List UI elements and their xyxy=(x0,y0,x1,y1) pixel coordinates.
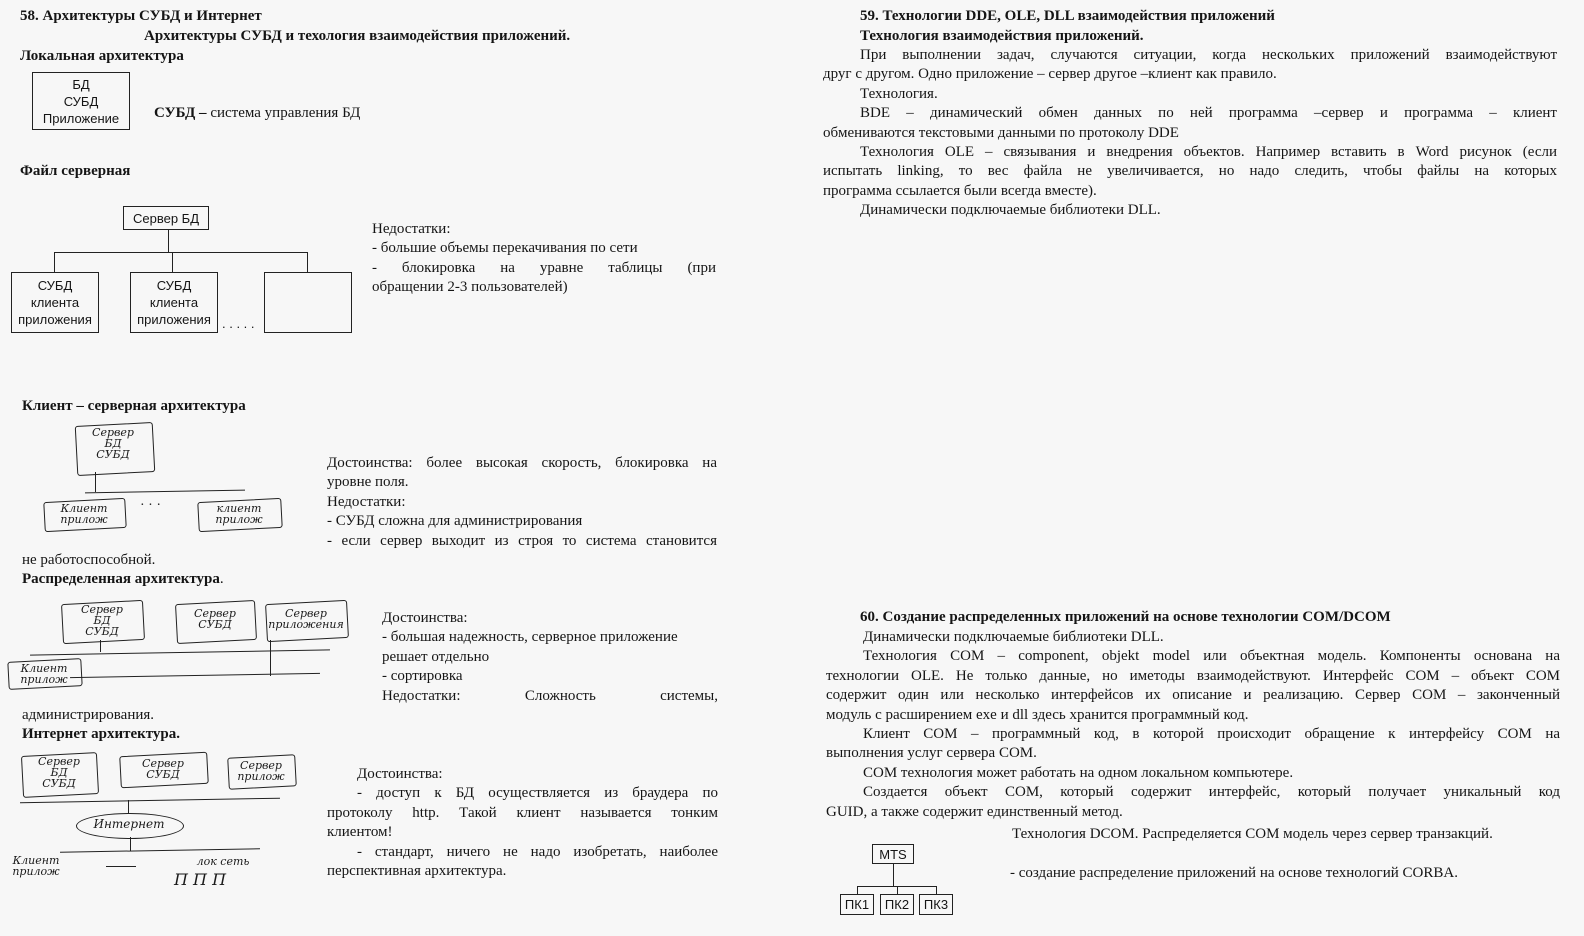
body-line: испытать linking, то вес файла не увеличивается, но надо следить, чтобы файлы на которых xyxy=(823,163,1557,180)
hand-label xyxy=(268,608,344,630)
hand-label xyxy=(80,427,146,460)
sketch-line xyxy=(30,649,330,655)
sketch-line xyxy=(106,866,136,867)
distributed-heading xyxy=(22,570,224,589)
section-58-subtitle: Архитектуры СУБД и техология взаимодействия приложений. xyxy=(144,28,571,44)
body-line: Технология COM – component, objekt model или объектная модель. Компоненты основана на xyxy=(863,648,1560,665)
hand-word: Сервер xyxy=(38,755,80,768)
section-60-body xyxy=(826,628,1560,822)
hand-word: Клиент xyxy=(60,502,108,515)
hand-word: Клиент xyxy=(12,854,60,867)
note-line: обращении 2-3 пользователей) xyxy=(372,279,568,296)
distributed-heading-text: Распределенная архитектура xyxy=(22,571,220,587)
client-box-line: клиента xyxy=(149,295,199,310)
body-line: Динамически подключаемые библиотеки DLL. xyxy=(860,202,1161,219)
client-box-line: приложения xyxy=(18,312,92,327)
note-line: - большие объемы перекачивания по сети xyxy=(372,240,638,257)
client-server-heading: Клиент – серверная архитектура xyxy=(22,398,246,414)
note-line: уровне поля. xyxy=(327,474,409,491)
hand-word: БД xyxy=(93,614,111,627)
pc-box: ПК2 xyxy=(880,894,914,915)
hand-label xyxy=(122,758,204,780)
hand-word: прилож xyxy=(215,513,263,526)
connector-line xyxy=(54,252,308,253)
section-58-title: 58. Архитектуры СУБД и Интернет xyxy=(20,8,262,24)
section-59-title: 59. Технологии DDE, OLE, DLL взаимодействия приложений xyxy=(860,8,1275,24)
section-60-title: 60. Создание распределенных приложений на основе технологии COM/DCOM xyxy=(860,609,1391,625)
connector-line xyxy=(893,864,894,886)
body-line: содержит один или несколько интерфейсов их описание и реализацию. Сервер COM – законченный xyxy=(826,687,1560,704)
internet-notes xyxy=(327,765,718,881)
local-db-box xyxy=(32,72,130,130)
client-server-notes xyxy=(327,454,717,551)
hand-word: Сервер xyxy=(194,607,236,620)
sketch-line xyxy=(128,800,129,814)
distributed-tail: администрирования. xyxy=(22,707,155,723)
hand-word: СУБД xyxy=(85,625,119,638)
local-box-line: БД xyxy=(72,77,90,92)
note-line: - если сервер выходит из строя то система становится xyxy=(327,532,717,549)
hand-word: Сервер xyxy=(142,757,184,770)
body-line: технологии OLE. Не только данные, но иметоды взаимодействуют. Интерфейс COM – объект COM xyxy=(826,667,1560,684)
hand-word: приложения xyxy=(268,618,344,631)
dbms-definition xyxy=(154,104,360,123)
connector-line xyxy=(172,252,173,272)
client-server-tail: не работоспособной. xyxy=(22,552,156,568)
note-line: Недостатки: xyxy=(327,493,406,510)
hand-word: прилож xyxy=(237,770,285,783)
client-dbms-box xyxy=(11,272,99,333)
hand-internet-label: Интернет xyxy=(93,817,165,831)
local-architecture-heading: Локальная архитектура xyxy=(20,48,184,64)
hand-label xyxy=(178,608,252,630)
body-line: модуль с расширением exe и dll здесь хранится программный код. xyxy=(826,706,1249,723)
note-line: Достоинства: xyxy=(382,610,468,626)
hand-pcs: П П П xyxy=(173,870,227,889)
empty-client-box xyxy=(264,272,352,333)
note-line: перспективная архитектура. xyxy=(327,863,507,880)
note-line: клиентом! xyxy=(327,824,393,841)
body-line: друг с другом. Одно приложение – сервер другое –клиент как правило. xyxy=(823,66,1277,83)
note-line: Достоинства: более высокая скорость, блокировка на xyxy=(327,455,717,471)
hand-word: Сервер xyxy=(92,426,134,439)
hand-word: Клиент xyxy=(20,662,68,675)
pc-box: ПК1 xyxy=(840,894,874,915)
corba-line: - создание распределение приложений на основе технологий CORBA. xyxy=(1010,865,1458,881)
body-line: При выполнении задач, случаются ситуации, когда нескольких приложений взаимодействуют xyxy=(860,47,1557,63)
hand-word: СУБД xyxy=(96,448,130,461)
connector-line xyxy=(307,252,308,272)
client-box-line: СУБД xyxy=(156,278,192,293)
body-line: Технология. xyxy=(860,85,938,102)
hand-label xyxy=(230,760,292,782)
sketch-line xyxy=(270,640,271,676)
sketch-line xyxy=(70,673,320,678)
client-box-line: клиента xyxy=(30,295,80,310)
connector-line xyxy=(54,252,55,272)
dcom-line: Технология DCOM. Распределяется COM модель через сервер транзакций. xyxy=(1012,826,1493,842)
hand-label xyxy=(10,663,78,685)
client-dbms-box xyxy=(130,272,218,333)
client-box-line: СУБД xyxy=(37,278,73,293)
hand-label xyxy=(200,503,278,525)
local-box-line: Приложение xyxy=(42,111,120,126)
hand-word: СУБД xyxy=(198,618,232,631)
sketch-line xyxy=(20,798,280,804)
note-line: - блокировка на уравне таблицы (при xyxy=(372,259,716,276)
note-line: - доступ к БД осуществляется из браудера по xyxy=(357,785,718,802)
body-line: Создается объект COM, который содержит интерфейс, который получает уникальный код xyxy=(863,784,1560,801)
section-59-body xyxy=(823,46,1557,221)
body-line: выполнения услуг сервера COM. xyxy=(826,745,1037,762)
file-server-notes xyxy=(372,220,716,298)
hand-label xyxy=(46,503,122,525)
sketch-line xyxy=(85,490,245,494)
distributed-notes xyxy=(382,609,718,706)
distributed-heading-dot: . xyxy=(219,571,224,587)
connector-line xyxy=(857,886,858,894)
sketch-line xyxy=(95,472,96,492)
hand-label xyxy=(64,604,140,637)
body-line: COM технология может работать на одном локальном компьютере. xyxy=(863,764,1294,781)
client-box-line: приложения xyxy=(137,312,211,327)
file-server-heading: Файл серверная xyxy=(20,163,131,179)
body-line: GUID, а также содержит единственный метод. xyxy=(826,803,1123,820)
connector-line xyxy=(168,230,169,252)
note-line: - стандарт, ничего не надо изобретать, наиболее xyxy=(357,843,718,860)
internet-heading: Интернет архитектура. xyxy=(22,726,181,742)
note-line: Недостатки: xyxy=(372,221,451,237)
hand-dots: · · · xyxy=(140,498,161,513)
pc-box: ПК3 xyxy=(919,894,953,915)
section-59-subtitle: Технология взаимодействия приложений. xyxy=(860,28,1144,44)
connector-line xyxy=(897,886,898,894)
hand-word: СУБД xyxy=(42,777,76,790)
hand-word: БД xyxy=(50,766,68,779)
dbms-term: СУБД – xyxy=(154,105,207,121)
sketch-line xyxy=(100,640,101,652)
connector-line xyxy=(936,886,937,894)
hand-word: прилож xyxy=(12,865,60,878)
mts-box: MTS xyxy=(872,844,914,864)
more-clients-dots: . . . . . xyxy=(222,316,255,331)
note-line: - большая надежность, серверное приложение xyxy=(382,629,678,646)
hand-label xyxy=(24,756,94,789)
sketch-line xyxy=(130,837,131,851)
hand-label xyxy=(6,855,66,877)
hand-word: клиент xyxy=(216,502,262,515)
hand-word: прилож xyxy=(60,513,108,526)
dbms-definition-text: система управления БД xyxy=(206,105,361,121)
sketch-line xyxy=(60,848,260,852)
local-box-line: СУБД xyxy=(63,94,99,109)
body-line: обмениваются текстовыми данными по протоколу DDE xyxy=(823,124,1179,141)
hand-word: прилож xyxy=(20,673,68,686)
hand-word: СУБД xyxy=(146,768,180,781)
note-line: решает отдельно xyxy=(382,648,490,665)
body-line: Динамически подключаемые библиотеки DLL. xyxy=(863,629,1164,645)
note-line: Недостатки: Сложность системы, xyxy=(382,687,718,704)
db-server-box: Сервер БД xyxy=(123,206,209,230)
body-line: Клиент COM – программный код, в которой происходит обращение к интерфейсу COM на xyxy=(863,726,1560,743)
body-line: программа ссылается были всегда вместе). xyxy=(823,182,1097,199)
note-line: - СУБД сложна для администрирования xyxy=(327,513,583,530)
hand-lan-label: лок сеть xyxy=(196,855,250,868)
note-line: Достоинства: xyxy=(357,766,443,782)
note-line: протоколу http. Такой клиент называется тонким xyxy=(327,804,718,821)
hand-word: Сервер xyxy=(240,759,282,772)
body-line: Технология OLE – связывания и внедрения объектов. Например вставить в Word рисунок (если xyxy=(860,144,1557,161)
body-line: BDE – динамический обмен данных по ней программа –сервер и программа – клиент xyxy=(860,105,1557,122)
hand-word: Сервер xyxy=(81,603,123,616)
hand-word: Сервер xyxy=(285,607,327,620)
hand-word: БД xyxy=(104,437,122,450)
note-line: - сортировка xyxy=(382,668,463,685)
